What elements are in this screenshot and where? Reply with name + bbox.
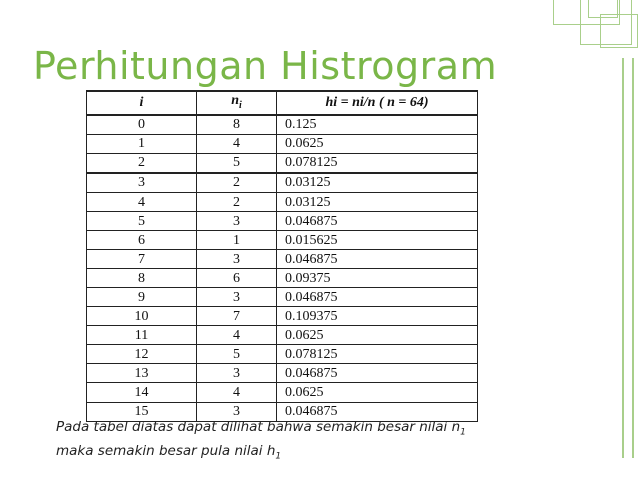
- table-row: [87, 364, 478, 383]
- table-row: [87, 192, 478, 211]
- cell-n: 4: [197, 326, 277, 345]
- cell-i: 0: [87, 115, 197, 135]
- cell-h: 0.078125: [277, 153, 478, 173]
- cell-i: 1: [87, 134, 197, 153]
- header-h: [277, 91, 478, 115]
- table-row: [87, 345, 478, 364]
- cell-n: 3: [197, 212, 277, 231]
- cell-i: 12: [87, 345, 197, 364]
- header-h-label: hi = ni/n ( n = 64): [325, 95, 429, 111]
- caption: [56, 418, 556, 465]
- cell-n: 2: [197, 173, 277, 193]
- table-row: [87, 153, 478, 173]
- caption-line-2: maka semakin besar pula nilai $h_1$: [56, 442, 282, 462]
- cell-n: 2: [197, 192, 277, 211]
- header-i: i: [87, 91, 197, 115]
- cell-i: 15: [87, 402, 197, 421]
- table-row: [87, 231, 478, 250]
- cell-i: 13: [87, 364, 197, 383]
- cell-h: 0.0625: [277, 134, 478, 153]
- table-body: [87, 115, 478, 421]
- cell-i: 5: [87, 212, 197, 231]
- header-n-label: $n_i$: [231, 93, 242, 111]
- table-row: [87, 212, 478, 231]
- decorative-square: [588, 0, 618, 18]
- cell-h: 0.046875: [277, 288, 478, 307]
- cell-i: 4: [87, 192, 197, 211]
- cell-n: 5: [197, 345, 277, 364]
- cell-h: 0.125: [277, 115, 478, 135]
- cell-n: 5: [197, 153, 277, 173]
- table-row: [87, 269, 478, 288]
- caption-line-1: Pada tabel diatas dapat dilihat bahwa semakin besar nilai $n_1$: [56, 419, 466, 438]
- cell-n: 6: [197, 269, 277, 288]
- cell-i: 2: [87, 153, 197, 173]
- cell-n: 3: [197, 364, 277, 383]
- cell-i: 11: [87, 326, 197, 345]
- header-n: [197, 91, 277, 115]
- cell-n: 3: [197, 402, 277, 421]
- table-row: [87, 134, 478, 153]
- cell-h: 0.03125: [277, 173, 478, 193]
- cell-n: 1: [197, 231, 277, 250]
- decorative-side-lines: [620, 0, 638, 478]
- table-row: [87, 173, 478, 193]
- cell-n: 7: [197, 307, 277, 326]
- cell-h: 0.046875: [277, 212, 478, 231]
- cell-h: 0.015625: [277, 231, 478, 250]
- cell-h: 0.03125: [277, 192, 478, 211]
- cell-n: 8: [197, 115, 277, 135]
- cell-h: 0.0625: [277, 383, 478, 402]
- histogram-table-container: [86, 90, 478, 422]
- table-row: [87, 383, 478, 402]
- cell-h: 0.0625: [277, 326, 478, 345]
- cell-i: 8: [87, 269, 197, 288]
- table-header-row: [87, 91, 478, 115]
- cell-i: 7: [87, 250, 197, 269]
- table-row: [87, 115, 478, 135]
- cell-h: 0.09375: [277, 269, 478, 288]
- table-row: [87, 288, 478, 307]
- cell-n: 4: [197, 134, 277, 153]
- cell-i: 3: [87, 173, 197, 193]
- cell-n: 3: [197, 288, 277, 307]
- histogram-table: [86, 90, 478, 422]
- table-row: [87, 250, 478, 269]
- slide-title: Perhitungan Histrogram: [33, 44, 498, 88]
- cell-h: 0.046875: [277, 364, 478, 383]
- cell-h: 0.109375: [277, 307, 478, 326]
- cell-i: 14: [87, 383, 197, 402]
- cell-i: 6: [87, 231, 197, 250]
- table-row: [87, 307, 478, 326]
- cell-h: 0.078125: [277, 345, 478, 364]
- table-row: [87, 326, 478, 345]
- cell-n: 3: [197, 250, 277, 269]
- cell-h: 0.046875: [277, 250, 478, 269]
- cell-n: 4: [197, 383, 277, 402]
- cell-i: 10: [87, 307, 197, 326]
- cell-h: 0.046875: [277, 402, 478, 421]
- cell-i: 9: [87, 288, 197, 307]
